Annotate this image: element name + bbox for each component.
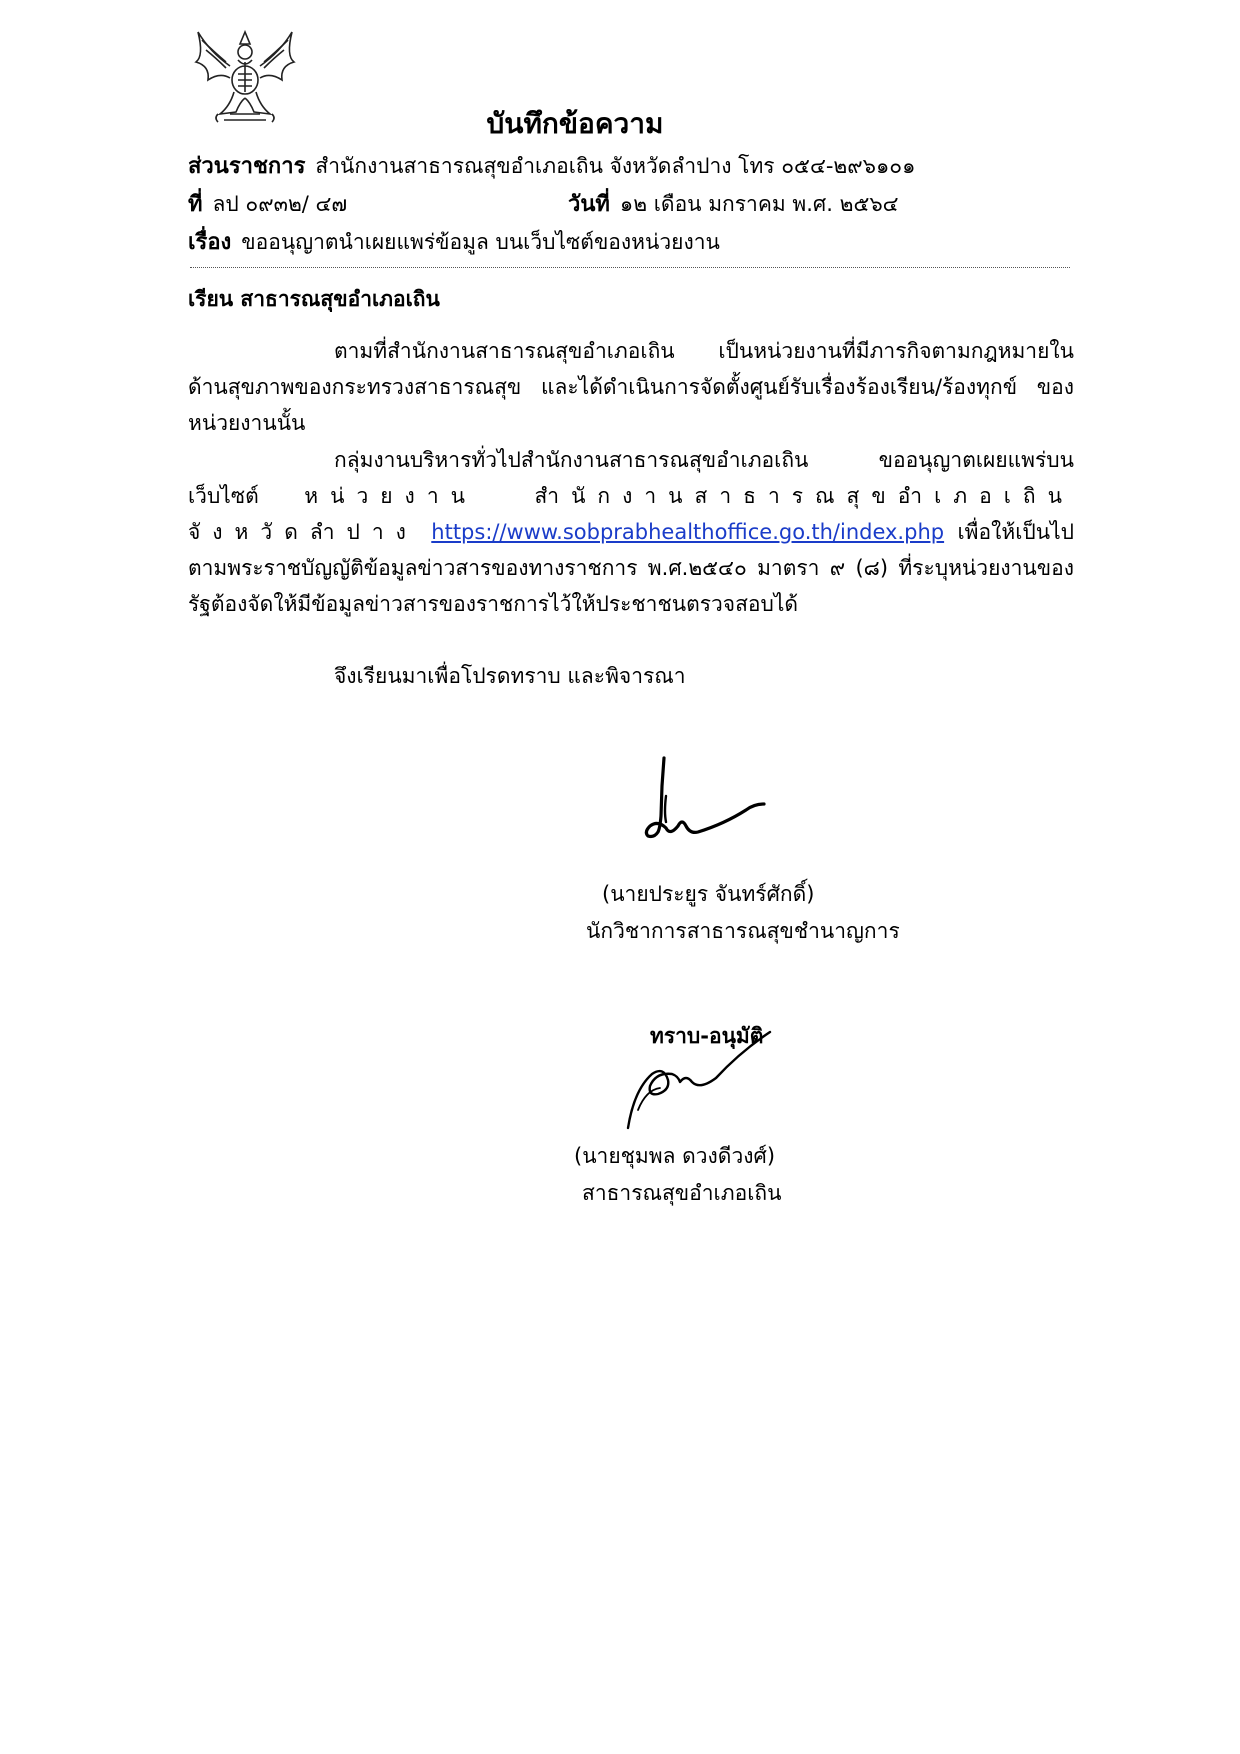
paragraph-1-text: ตามที่สำนักงานสาธารณสุขอำเภอเถิน เป็นหน่วยงานที่มีภารกิจตามกฎหมายในด้านสุขภาพของกระทรวงสาธารณสุข และได้ดำเนินการจัดตั้งศูนย์รับเรื่องร้องเรียน/ร้องทุกข์ ของหน่วยงานนั้น [188,339,1074,435]
signature-2-icon [620,1030,780,1140]
paragraph-2-spaced: หน่วยงาน สำนักงานสาธารณสุขอำเภอเถิน จังหวัดลำปาง [188,484,1074,544]
approval-text: ทราบ-อนุมัติ [650,1024,764,1048]
subject-label: เรื่อง [188,230,232,255]
paragraph-1 [188,333,1074,441]
reference-row [188,186,347,221]
department-row [188,148,915,183]
date-row [568,186,899,221]
signer-1-name: (นายประยูร จันทร์ศักดิ์) [602,882,815,906]
closing-text: จึงเรียนมาเพื่อโปรดทราบ และพิจารณา [334,664,686,688]
website-link[interactable]: https://www.sobprabhealthoffice.go.th/index.php [431,520,945,544]
subject-value: ขออนุญาตนำเผยแพร่ข้อมูล บนเว็บไซต์ของหน่วยงาน [241,230,720,254]
department-label: ส่วนราชการ [188,154,306,179]
reference-value: ลป ๐๙๓๒/ ๔๗ [212,192,348,216]
header-divider [190,267,1070,268]
signature-1-icon [628,756,778,846]
signer-2-position: สาธารณสุขอำเภอเถิน [582,1181,782,1205]
subject-row [188,224,720,259]
date-value: ๑๒ เดือน มกราคม พ.ศ. ๒๕๖๔ [619,192,899,216]
paragraph-2-start: กลุ่มงานบริหารทั่วไปสำนักงานสาธารณสุขอำเภอเถิน ขออนุญาตเผยแพร่บนเว็บไซต์ [188,448,1074,508]
department-value: สำนักงานสาธารณสุขอำเภอเถิน จังหวัดลำปาง โทร ๐๕๔-๒๙๖๑๐๑ [315,154,916,178]
paragraph-2-end: เพื่อให้เป็นไปตามพระราชบัญญัติข้อมูลข่าวสารของทางราชการ พ.ศ.๒๕๔๐ มาตรา ๙ (๘) ที่ระบุหน่วยงานของรัฐต้องจัดให้มีข้อมูลข่าวสารของราชการไว้ให้ประชาชนตรวจสอบได้ [188,520,1074,616]
reference-label: ที่ [188,192,203,217]
salutation: เรียน สาธารณสุขอำเภอเถิน [188,287,440,311]
paragraph-2 [188,442,1074,622]
memo-title: บันทึกข้อความ [486,107,664,140]
signer-2-name: (นายชุมพล ดวงดีวงศ์) [574,1144,776,1168]
signer-1-position: นักวิชาการสาธารณสุขชำนาญการ [586,919,900,943]
date-label: วันที่ [568,192,610,217]
